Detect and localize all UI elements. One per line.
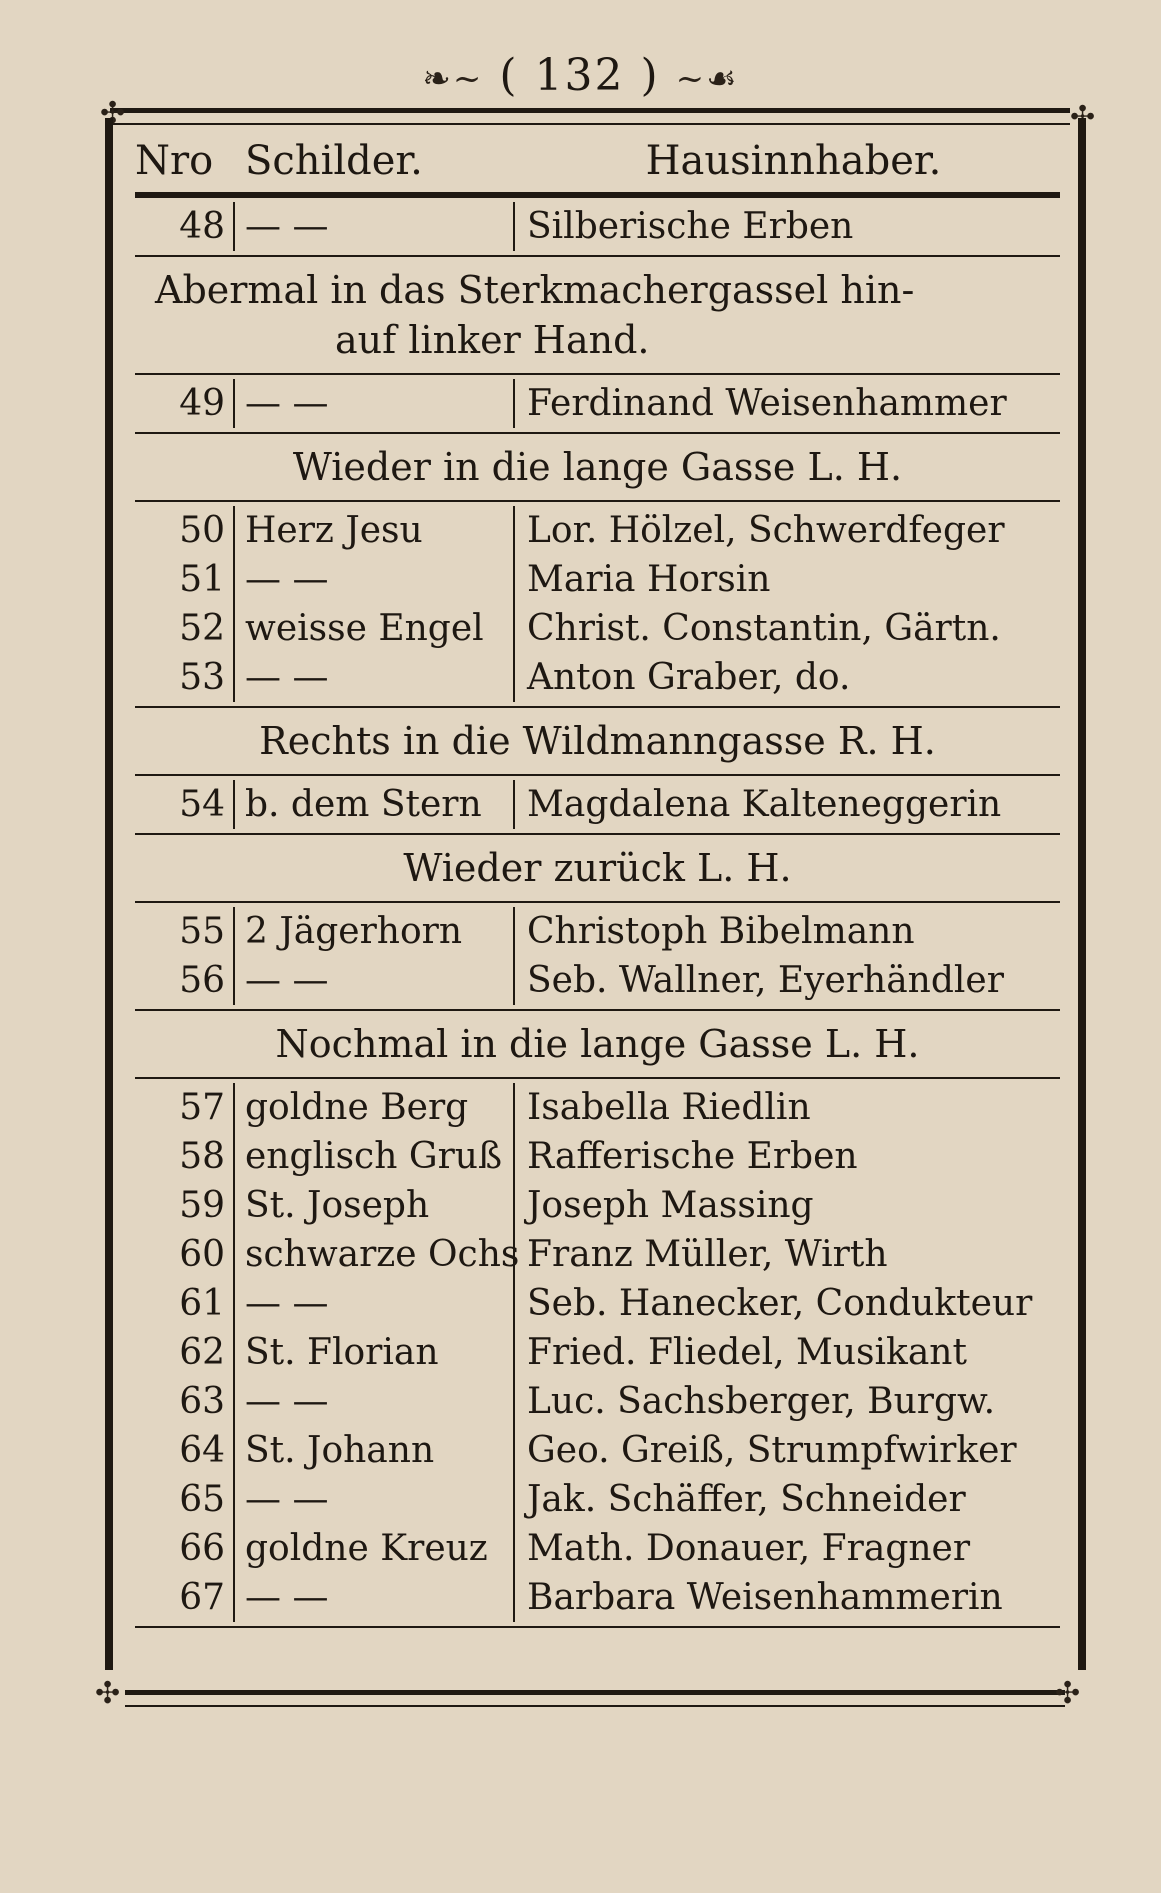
house-sign: — — (235, 653, 515, 702)
note-line: Wieder zurück L. H. (403, 846, 792, 890)
table-row (135, 780, 1060, 829)
house-sign: weisse Engel (235, 604, 515, 653)
table-row (135, 202, 1060, 251)
house-owner: Lor. Hölzel, Schwerdfeger (527, 510, 1005, 551)
page-number-text: ( 132 ) (499, 50, 660, 101)
house-block (135, 1079, 1060, 1628)
house-sign: goldne Berg (235, 1083, 515, 1132)
note-line: Abermal in das Sterkmachergassel hin- (155, 268, 915, 312)
header-hausinnhaber: Hausinnhaber. (645, 138, 942, 184)
table-row (135, 1279, 1060, 1328)
house-owner: Joseph Massing (527, 1185, 814, 1226)
house-sign: 2 Jägerhorn (235, 907, 515, 956)
house-owner: Geo. Greiß, Strumpfwirker (527, 1430, 1017, 1471)
house-sign: St. Joseph (235, 1181, 515, 1230)
table-header (135, 130, 1060, 198)
house-block (135, 502, 1060, 708)
page-number (0, 50, 1161, 101)
house-owner: Seb. Wallner, Eyerhändler (527, 960, 1004, 1001)
house-owner: Ferdinand Weisenhammer (527, 383, 1007, 424)
house-block (135, 198, 1060, 257)
house-number: 53 (135, 653, 235, 702)
corner-ornament-icon: ✣ (1055, 1676, 1081, 1711)
table-row (135, 506, 1060, 555)
table-row (135, 1328, 1060, 1377)
house-owner: Christoph Bibelmann (527, 911, 915, 952)
house-owner: Luc. Sachsberger, Burgw. (527, 1381, 996, 1422)
bottom-rule (125, 1690, 1065, 1707)
house-block (135, 903, 1060, 1011)
street-direction-note (135, 1011, 1060, 1079)
house-number: 56 (135, 956, 235, 1005)
house-sign: englisch Gruß (235, 1132, 515, 1181)
header-nro: Nro (135, 138, 214, 184)
house-sign: — — (235, 1573, 515, 1622)
house-owner: Magdalena Kalteneggerin (527, 784, 1002, 825)
house-owner: Barbara Weisenhammerin (527, 1577, 1003, 1618)
house-block (135, 776, 1060, 835)
corner-ornament-icon: ✣ (1070, 100, 1096, 135)
ornament-right-icon: ~☙ (675, 58, 739, 99)
house-owner: Silberische Erben (527, 206, 854, 247)
street-direction-note (135, 257, 1060, 375)
house-number: 50 (135, 506, 235, 555)
corner-ornament-icon: ✣ (95, 1676, 121, 1711)
house-number: 65 (135, 1475, 235, 1524)
house-owner: Math. Donauer, Fragner (527, 1528, 971, 1569)
house-number: 49 (135, 379, 235, 428)
house-owner: Maria Horsin (527, 559, 771, 600)
house-number: 64 (135, 1426, 235, 1475)
house-sign: — — (235, 1475, 515, 1524)
header-schilder: Schilder. (245, 138, 423, 184)
house-number: 59 (135, 1181, 235, 1230)
register-table (135, 130, 1060, 1628)
table-row (135, 1475, 1060, 1524)
house-number: 54 (135, 780, 235, 829)
table-row (135, 604, 1060, 653)
house-number: 63 (135, 1377, 235, 1426)
street-direction-note (135, 708, 1060, 776)
note-line: auf linker Hand. (335, 318, 650, 362)
table-row (135, 1230, 1060, 1279)
house-number: 66 (135, 1524, 235, 1573)
house-sign: St. Johann (235, 1426, 515, 1475)
house-number: 58 (135, 1132, 235, 1181)
house-number: 67 (135, 1573, 235, 1622)
table-body (135, 198, 1060, 1628)
table-row (135, 1524, 1060, 1573)
street-direction-note (135, 835, 1060, 903)
ornament-left-icon: ❧~ (422, 58, 484, 99)
corner-ornament-icon: ✣ (100, 96, 126, 131)
house-number: 52 (135, 604, 235, 653)
house-sign: St. Florian (235, 1328, 515, 1377)
house-sign: goldne Kreuz (235, 1524, 515, 1573)
house-block (135, 375, 1060, 434)
table-row (135, 956, 1060, 1005)
house-sign: schwarze Ochs (235, 1230, 515, 1279)
table-row (135, 1132, 1060, 1181)
house-sign: Herz Jesu (235, 506, 515, 555)
house-number: 55 (135, 907, 235, 956)
note-line: Nochmal in die lange Gasse L. H. (275, 1022, 920, 1066)
table-row (135, 555, 1060, 604)
table-row (135, 379, 1060, 428)
house-sign: — — (235, 555, 515, 604)
house-owner: Isabella Riedlin (527, 1087, 811, 1128)
house-sign: — — (235, 1279, 515, 1328)
house-sign: — — (235, 379, 515, 428)
house-sign: b. dem Stern (235, 780, 515, 829)
house-owner: Fried. Fliedel, Musikant (527, 1332, 967, 1373)
house-owner: Jak. Schäffer, Schneider (527, 1479, 966, 1520)
house-owner: Franz Müller, Wirth (527, 1234, 888, 1275)
table-row (135, 1377, 1060, 1426)
table-row (135, 653, 1060, 702)
note-line: Wieder in die lange Gasse L. H. (292, 445, 903, 489)
table-row (135, 1573, 1060, 1622)
street-direction-note (135, 434, 1060, 502)
table-row (135, 1083, 1060, 1132)
house-owner: Christ. Constantin, Gärtn. (527, 608, 1001, 649)
table-row (135, 907, 1060, 956)
house-number: 57 (135, 1083, 235, 1132)
house-number: 60 (135, 1230, 235, 1279)
note-line: Rechts in die Wildmanngasse R. H. (259, 719, 936, 763)
house-sign: — — (235, 956, 515, 1005)
house-sign: — — (235, 1377, 515, 1426)
house-owner: Rafferische Erben (527, 1136, 858, 1177)
house-number: 62 (135, 1328, 235, 1377)
house-owner: Anton Graber, do. (527, 657, 851, 698)
house-sign: — — (235, 202, 515, 251)
house-owner: Seb. Hanecker, Condukteur (527, 1283, 1033, 1324)
house-number: 51 (135, 555, 235, 604)
house-number: 48 (135, 202, 235, 251)
table-row (135, 1181, 1060, 1230)
house-number: 61 (135, 1279, 235, 1328)
table-row (135, 1426, 1060, 1475)
